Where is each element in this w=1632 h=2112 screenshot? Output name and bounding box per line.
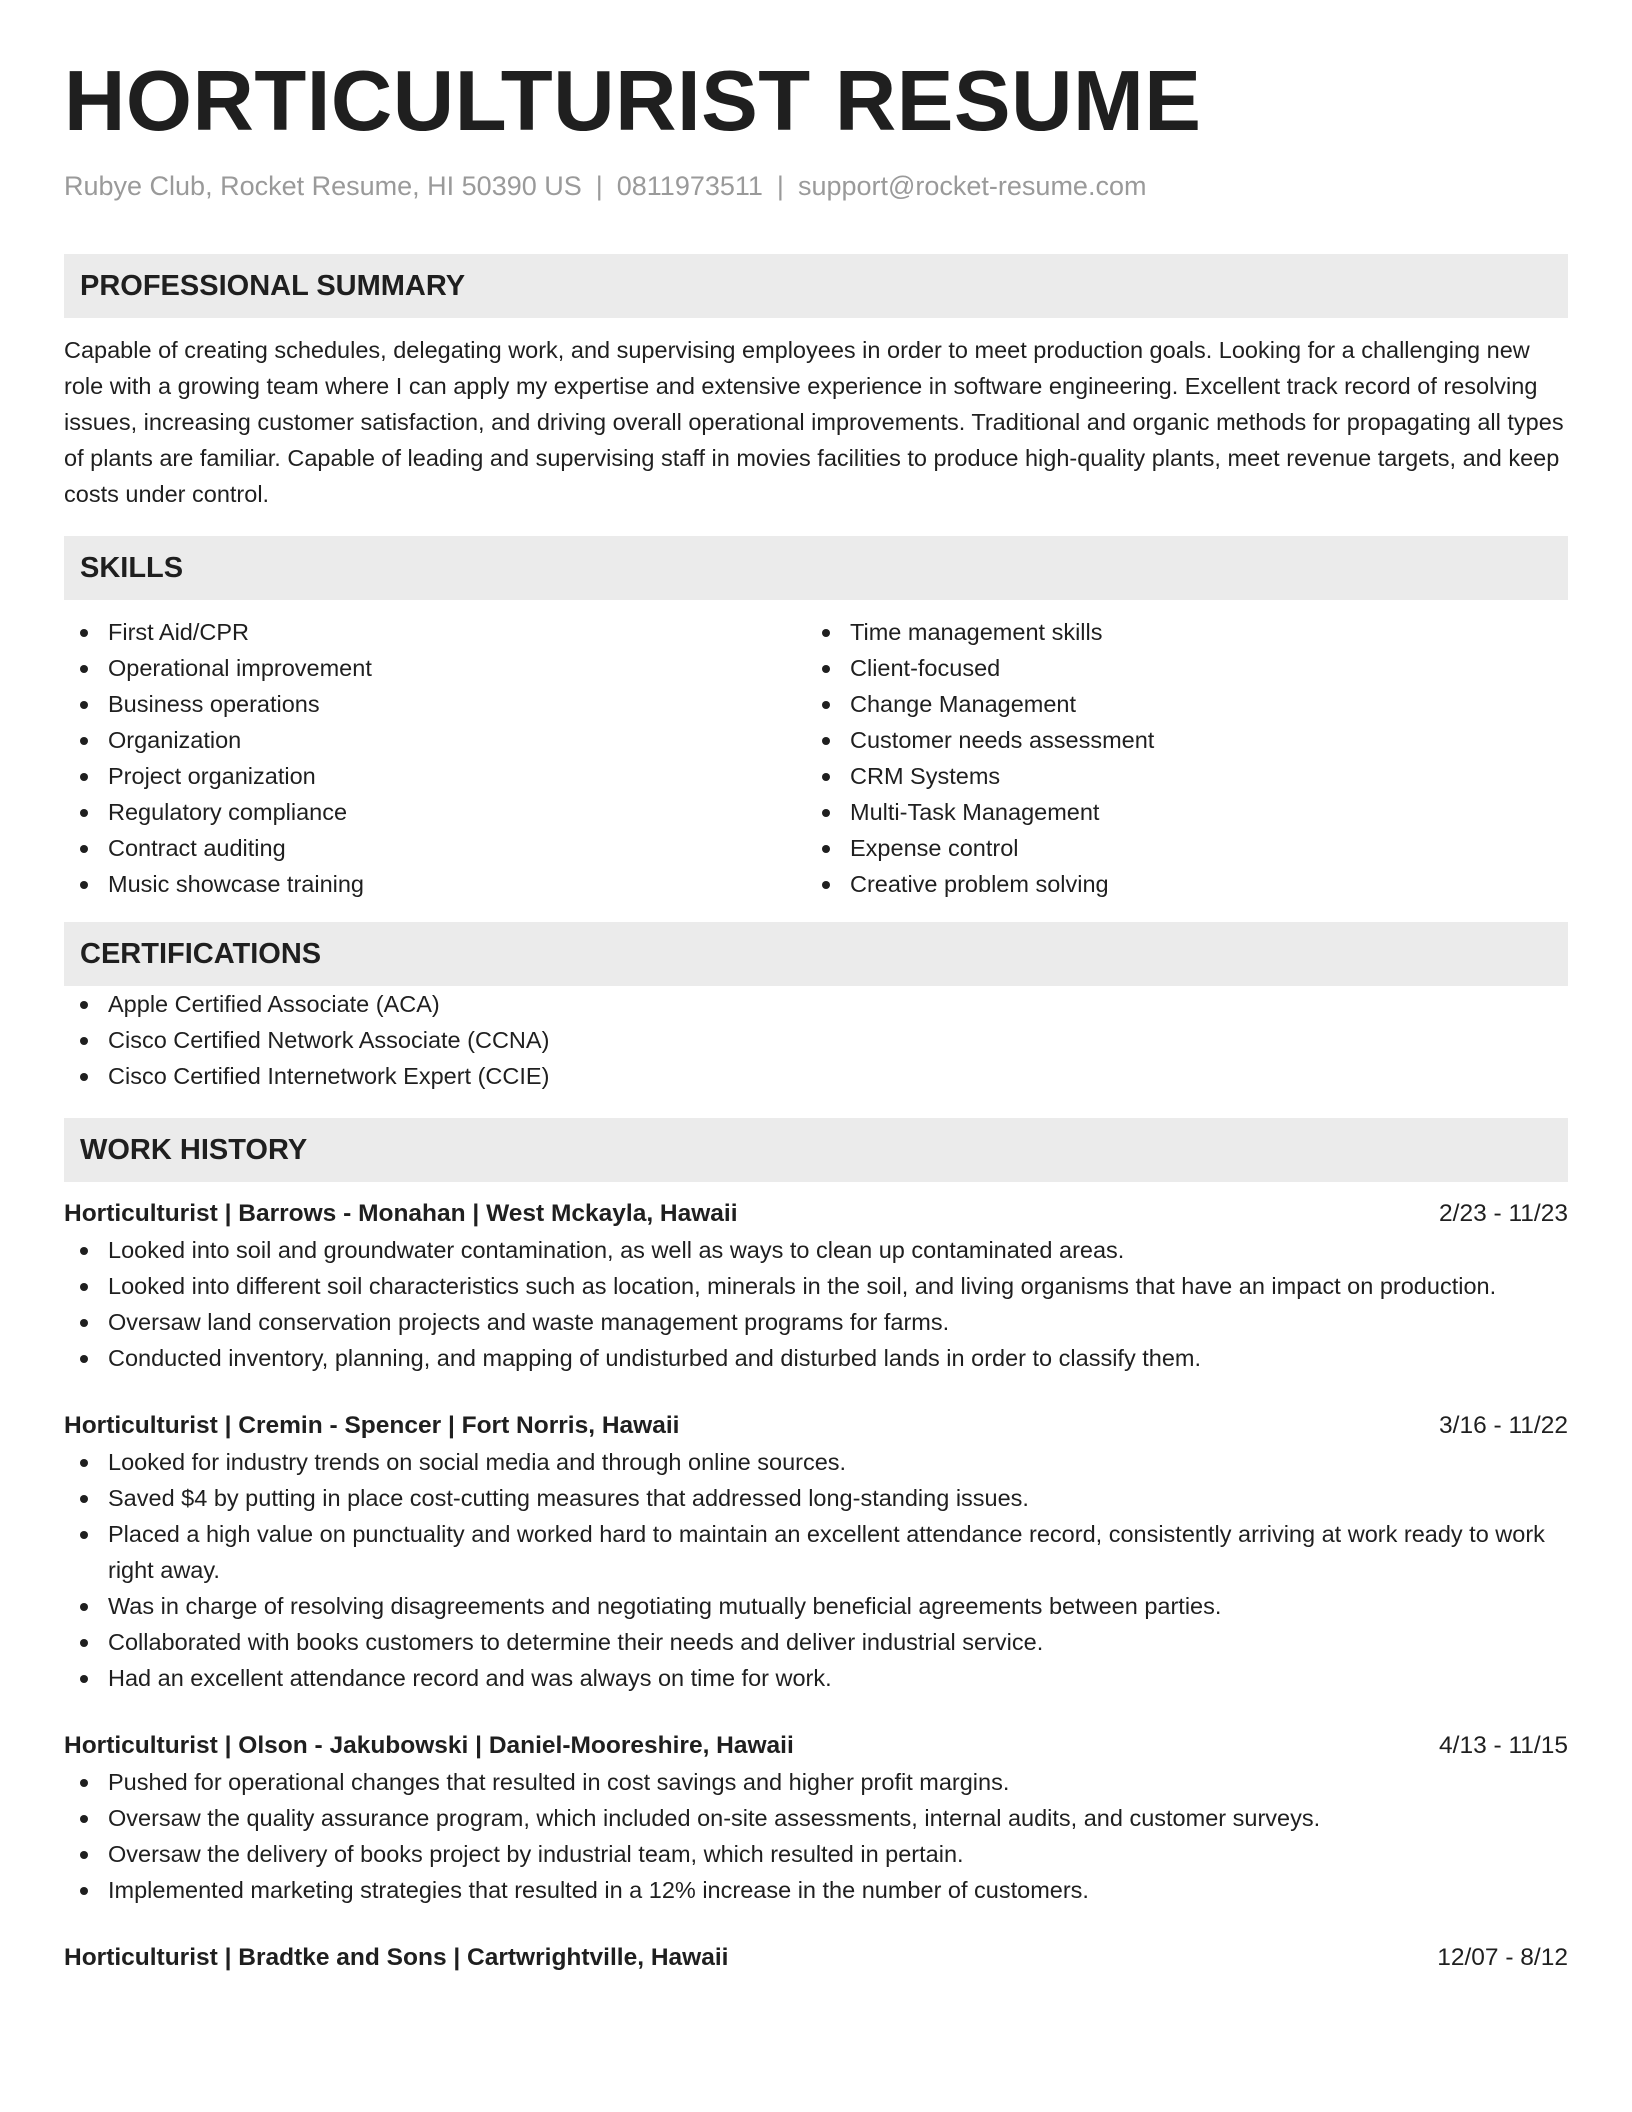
- skill-item: Regulatory compliance: [64, 794, 806, 830]
- job-bullet: Saved $4 by putting in place cost-cutting measures that addressed long-standing issues.: [64, 1480, 1568, 1516]
- job-bullet: Oversaw land conservation projects and waste management programs for farms.: [64, 1304, 1568, 1340]
- job-title: Horticulturist | Cremin - Spencer | Fort Norris, Hawaii: [64, 1412, 680, 1439]
- job-bullets: [64, 1444, 1568, 1696]
- skill-item: Change Management: [806, 686, 1548, 722]
- job-bullet: Looked into soil and groundwater contamination, as well as ways to clean up contaminated areas.: [64, 1232, 1568, 1268]
- job-dates: 4/13 - 11/15: [1439, 1732, 1568, 1759]
- skills-list-left: [64, 614, 806, 902]
- job-bullet: Looked into different soil characteristics such as location, minerals in the soil, and living organisms that have an impact on production.: [64, 1268, 1568, 1304]
- summary-text: Capable of creating schedules, delegating work, and supervising employees in order to meet production goals. Looking for a challenging new role with a growing team where I can apply my expertise and extensive experience in software engineering. Excellent track record of resolving issues, increasing customer satisfaction, and driving overall operational improvements. Traditional and organic methods for propagating all types of plants are familiar. Capable of leading and supervising staff in movies facilities to produce high-quality plants, meet revenue targets, and keep costs under control.: [64, 337, 1564, 507]
- resume-title: HORTICULTURIST RESUME: [64, 54, 1202, 149]
- job-bullet: Looked for industry trends on social media and through online sources.: [64, 1444, 1568, 1480]
- skill-item: Music showcase training: [64, 866, 806, 902]
- contact-email: support@rocket-resume.com: [797, 171, 1147, 201]
- certifications-list: [64, 986, 1568, 1094]
- job-dates: 2/23 - 11/23: [1439, 1200, 1568, 1227]
- skill-item: Multi-Task Management: [806, 794, 1548, 830]
- job-entry: [64, 1408, 1568, 1696]
- job-bullet: Collaborated with books customers to determine their needs and deliver industrial service.: [64, 1624, 1568, 1660]
- skill-item: Creative problem solving: [806, 866, 1548, 902]
- skill-item: First Aid/CPR: [64, 614, 806, 650]
- job-header: [64, 1408, 1568, 1444]
- job-bullet: Implemented marketing strategies that resulted in a 12% increase in the number of customers.: [64, 1872, 1568, 1908]
- section-header-certifications: CERTIFICATIONS: [64, 922, 1568, 986]
- skill-item: Organization: [64, 722, 806, 758]
- contact-address: Rubye Club, Rocket Resume, HI 50390 US: [64, 171, 582, 201]
- job-bullet: Oversaw the quality assurance program, which included on-site assessments, internal audits, and customer surveys.: [64, 1800, 1568, 1836]
- section-header-skills: SKILLS: [64, 536, 1568, 600]
- section-header-summary: PROFESSIONAL SUMMARY: [64, 254, 1568, 318]
- job-header: [64, 1940, 1568, 1976]
- job-bullet: Conducted inventory, planning, and mapping of undisturbed and disturbed lands in order to classify them.: [64, 1340, 1568, 1376]
- job-bullets: [64, 1232, 1568, 1376]
- contact-line: [64, 168, 1568, 204]
- skills-grid: [64, 614, 1568, 902]
- certification-item: Cisco Certified Internetwork Expert (CCIE): [64, 1058, 1568, 1094]
- skill-item: Customer needs assessment: [806, 722, 1548, 758]
- job-entry: [64, 1940, 1568, 1976]
- skill-item: Business operations: [64, 686, 806, 722]
- skill-item: Contract auditing: [64, 830, 806, 866]
- skill-item: CRM Systems: [806, 758, 1548, 794]
- certification-item: Apple Certified Associate (ACA): [64, 986, 1568, 1022]
- job-title: Horticulturist | Barrows - Monahan | West Mckayla, Hawaii: [64, 1200, 738, 1227]
- contact-phone: 0811973511: [616, 171, 763, 201]
- job-title: Horticulturist | Olson - Jakubowski | Daniel-Mooreshire, Hawaii: [64, 1732, 794, 1759]
- skill-item: Expense control: [806, 830, 1548, 866]
- job-dates: 12/07 - 8/12: [1437, 1944, 1568, 1971]
- contact-separator: |: [595, 171, 603, 201]
- job-header: [64, 1728, 1568, 1764]
- job-bullets: [64, 1764, 1568, 1908]
- certification-item: Cisco Certified Network Associate (CCNA): [64, 1022, 1568, 1058]
- skill-item: Operational improvement: [64, 650, 806, 686]
- skill-item: Project organization: [64, 758, 806, 794]
- job-title: Horticulturist | Bradtke and Sons | Cartwrightville, Hawaii: [64, 1944, 729, 1971]
- job-entry: [64, 1196, 1568, 1376]
- job-dates: 3/16 - 11/22: [1439, 1412, 1568, 1439]
- job-bullet: Had an excellent attendance record and was always on time for work.: [64, 1660, 1568, 1696]
- job-bullet: Oversaw the delivery of books project by industrial team, which resulted in pertain.: [64, 1836, 1568, 1872]
- job-bullet: Pushed for operational changes that resulted in cost savings and higher profit margins.: [64, 1764, 1568, 1800]
- skill-item: Time management skills: [806, 614, 1548, 650]
- job-header: [64, 1196, 1568, 1232]
- skills-list-right: [806, 614, 1548, 902]
- job-entry: [64, 1728, 1568, 1908]
- skill-item: Client-focused: [806, 650, 1548, 686]
- contact-separator: |: [776, 171, 784, 201]
- section-header-work-history: WORK HISTORY: [64, 1118, 1568, 1182]
- job-bullet: Placed a high value on punctuality and worked hard to maintain an excellent attendance record, consistently arriving at work ready to work right away.: [64, 1516, 1568, 1588]
- job-bullet: Was in charge of resolving disagreements and negotiating mutually beneficial agreements between parties.: [64, 1588, 1568, 1624]
